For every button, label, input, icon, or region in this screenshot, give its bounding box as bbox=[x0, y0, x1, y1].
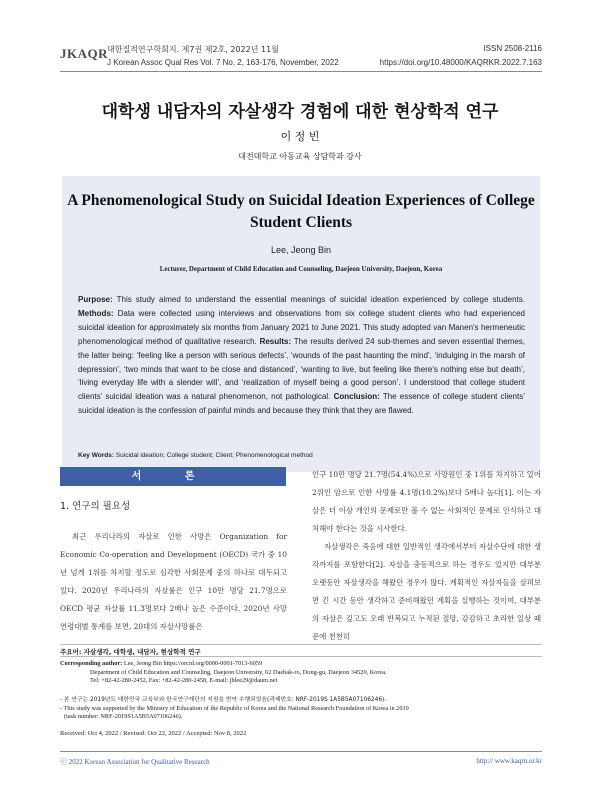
methods-label: Methods: bbox=[78, 308, 114, 318]
copyright: ⓒ 2022 Korean Association for Qualitative Research bbox=[60, 758, 210, 766]
funding-note bbox=[60, 696, 542, 722]
methods-text: Data were collected using interviews and observations from six college student clients who had experienced suicidal ideation for approximately six months from January 2021 to June 2021. This study adopted van Manen's hermeneutic phenomenological method of qualitative research. bbox=[78, 308, 525, 346]
korean-title: 대학생 내담자의 자살생각 경험에 대한 현상학적 연구 bbox=[101, 102, 499, 122]
website-link[interactable]: http:// www.kaqrn.or.kr bbox=[476, 757, 542, 765]
section-heading: 서 론 bbox=[60, 467, 286, 486]
korean-author: 이 정 빈 bbox=[280, 130, 320, 143]
keywords-label: Key Words: bbox=[78, 452, 114, 459]
corr-contact: Tel: +82-42-280-2452, Fax: +82-42-280-2458, E-mail: jblee29@daum.net bbox=[90, 677, 278, 685]
corr-name: Lee, Jeong Bin https://orcid.org/0000-0001-7013-6059 bbox=[122, 660, 263, 667]
corr-label: Corresponding author: bbox=[60, 660, 123, 667]
purpose-label: Purpose: bbox=[78, 295, 113, 304]
korean-affiliation: 대전대학교 아동교육 상담학과 강사 bbox=[238, 152, 362, 161]
corresponding-author bbox=[60, 660, 542, 686]
footnote-divider bbox=[60, 644, 542, 645]
english-title: A Phenomenological Study on Suicidal Ideation Experiences of College Student Clients bbox=[67, 192, 535, 231]
abstract-text bbox=[78, 293, 525, 418]
doi-link[interactable]: https://doi.org/10.48000/KAQRKR.2022.7.163 bbox=[379, 58, 542, 67]
english-affiliation: Lecturer, Department of Child Education and Counseling, Daejeon University, Daejeon, Korea bbox=[159, 265, 443, 273]
purpose-text: This study aimed to understand the essential meanings of suicidal ideation experienced by college students. bbox=[112, 295, 525, 304]
results-text: The results derived 24 sub-themes and seven essential themes, the latter being: ‘feeling like a person with serious defects’, ‘wounds of the past haunting the mind’, ‘indulging in the marsh of depression’, ‘two minds that want to be close and distanced’, ‘wanting to live, but feeling like there's nothing else but death’, ‘living everyday life with a slender will’, and ‘realization of myself being a good person’. I understood that college student clients’ suicidal ideation was a natural phenomenon, not pathological. bbox=[78, 336, 525, 402]
body-paragraph: 인구 10만 명당 21.7명(54.4%)으로 사망원인 중 1위를 차지하고 있어 2위인 암으로 인한 사망률 4.1명(10.2%)보다 5배나 높다[1]. 이는 자살은 더 이상 개인의 문제로만 볼 수 없는 사회적인 문제로 인식하고 대처해야 한다는 것을 시사한다. bbox=[312, 470, 541, 533]
subsection-heading: 1. 연구의 필요성 bbox=[60, 501, 131, 512]
conclusion-label: Conclusion: bbox=[333, 392, 380, 402]
corr-address: Department of Child Education and Counseling, Daejeon University, 62 Daehak-ro, Dong-gu, Daejeon 34520, Korea. bbox=[90, 668, 387, 676]
english-author: Lee, Jeong Bin bbox=[270, 245, 332, 255]
korean-keywords: 주요어: 자살생각, 대학생, 내담자, 현상학적 연구 bbox=[60, 648, 201, 656]
conclusion-text: The essence of college student clients’ suicidal ideation is the confession of painful minds and because they think that they are flawed. bbox=[78, 392, 525, 416]
body-paragraph: 최근 우리나라의 자살로 인한 사망은 Organization for Economic Co-operation and Development (OECD) 국가 중 10년 넘게 1위를 차지할 정도로 심각한 사회문제 중의 하나로 대두되고 있다. 2020년 우리나라의 자살률은 인구 10만 명당 21.7명으로 OECD 평균 자살률 11.3명보다 2배나 높은 수준이다. 2020년 사망 연령대별 통계를 보면, 20대의 자살사망률은 bbox=[60, 532, 287, 631]
article-dates: Received: Oct 4, 2022 / Revised: Oct 22, 2022 / Accepted: Nov 8, 2022 bbox=[60, 730, 247, 737]
funding-english: - This study was supported by the Ministry of Education of the Republic of Korea and the National Research Foundation of Korea in 2019 bbox=[60, 704, 409, 712]
right-column-text bbox=[312, 466, 541, 646]
journal-info-english: J Korean Assoc Qual Res Vol. 7 No. 2, 163-176, November, 2022 bbox=[107, 58, 339, 67]
results-label: Results: bbox=[259, 336, 292, 346]
journal-info-korean: 대한질적연구학회지. 제7권 제2호, 2022년 11월 bbox=[107, 45, 279, 54]
footer-divider bbox=[60, 751, 542, 752]
header-divider bbox=[60, 71, 542, 72]
left-column-text bbox=[60, 528, 287, 636]
keywords-text: Suicidal ideation; College student; Client; Phenomenological method bbox=[114, 452, 313, 459]
body-paragraph: 자살생각은 죽음에 대한 일반적인 생각에서부터 자살수단에 대한 생각까지를 포함한다[2]. 자살을 충동적으로 하는 경우도 있지만 대부분 오랫동안 자살생각을 해왔던 경우가 많다. 계획적인 자살자들을 살펴보면 긴 시간 동안 생각하고 준비해왔던 계획을 실행하는 것이며, 대부분의 자살은 깊고도 오래 반복되고 누적된 절망, 감감하고 초라한 일상 때문에 천천히 bbox=[312, 542, 541, 641]
issn: ISSN 2508-2116 bbox=[483, 44, 542, 53]
journal-logo: JKAQR bbox=[60, 46, 108, 61]
keywords bbox=[78, 452, 525, 459]
funding-korean: - 본 연구는 2019년도 대한민국 교육부와 한국연구재단의 지원을 받아 수행되었음(과제번호: NRF-2019S 1A5B5A07106246). bbox=[60, 697, 387, 703]
footnote-divider bbox=[60, 656, 542, 657]
funding-english-cont: (task number: NRF-2019S1A5B5A07106246). bbox=[64, 713, 183, 720]
